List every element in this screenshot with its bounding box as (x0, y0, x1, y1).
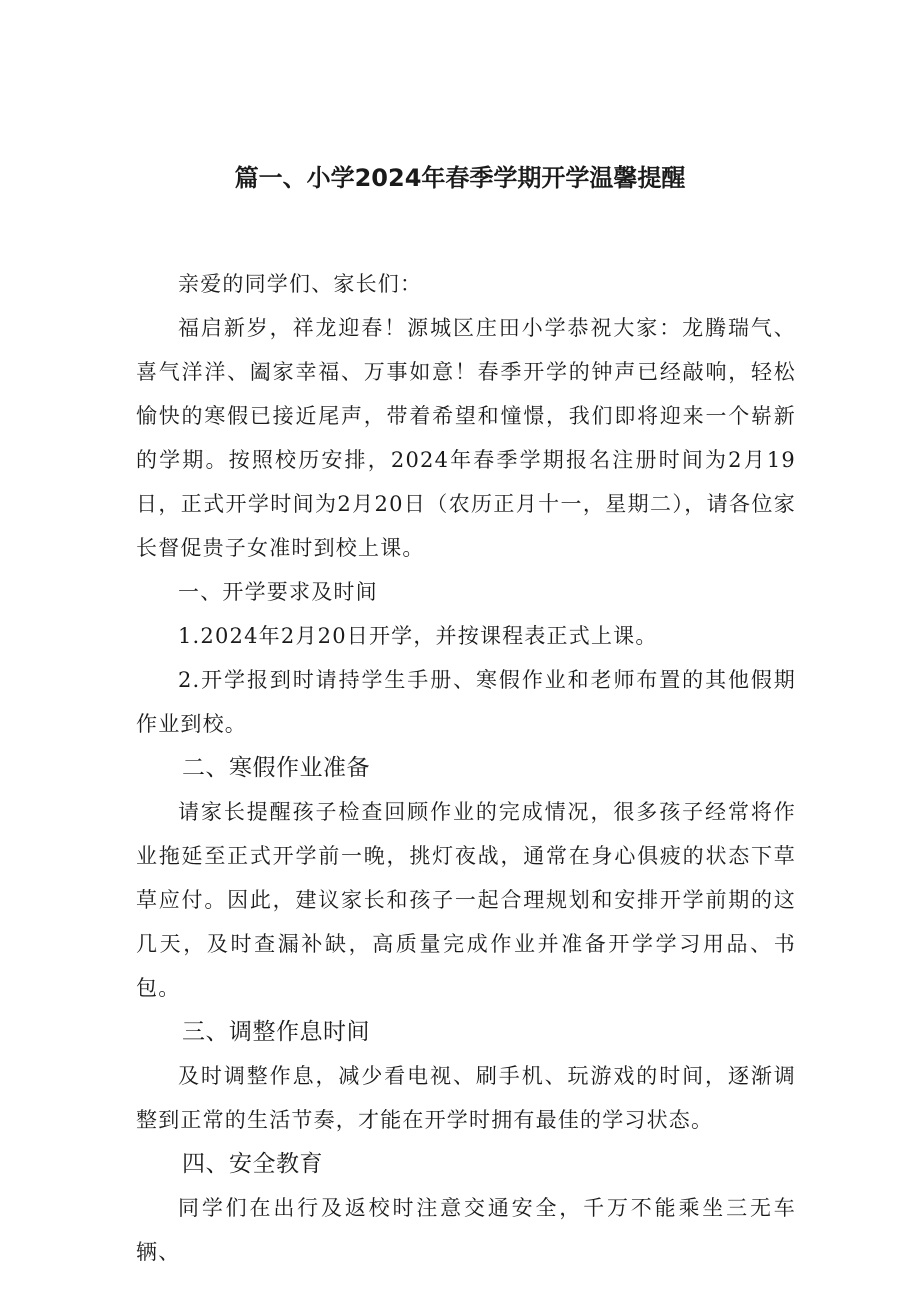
paragraph-intro: 福启新岁，祥龙迎春！源城区庄田小学恭祝大家：龙腾瑞气、喜气洋洋、阖家幸福、万事如意！春季开学的钟声已经敲响，轻松愉快的寒假已接近尾声，带着希望和憧憬，我们即将迎来一个崭新的学期。按照校历安排，2024年春季学期报名注册时间为2月19日，正式开学时间为2月20日（农历正月十一，星期二），请各位家长督促贵子女准时到校上课。 (136, 316, 796, 560)
section-1-item-1: 1.2024年2月20日开学，并按课程表正式上课。 (178, 624, 658, 648)
section-1-item-2: 2.开学报到时请持学生手册、寒假作业和老师布置的其他假期作业到校。 (136, 668, 796, 736)
document-body (136, 262, 796, 1274)
section-3-heading: 三、调整作息时间 (182, 1019, 370, 1045)
document-title: 篇一、小学2024年春季学期开学温馨提醒 (234, 164, 686, 192)
section-4-text: 同学们在出行及返校时注意交通安全，千万不能乘坐三无车辆、 (136, 1196, 796, 1264)
greeting: 亲爱的同学们、家长们： (178, 272, 423, 296)
section-2-heading: 二、寒假作业准备 (182, 755, 370, 781)
section-1-heading: 一、开学要求及时间 (178, 580, 378, 604)
section-2-text: 请家长提醒孩子检查回顾作业的完成情况，很多孩子经常将作业拖延至正式开学前一晚，挑灯夜战，通常在身心俱疲的状态下草草应付。因此，建议家长和孩子一起合理规划和安排开学前期的这几天，及时查漏补缺，高质量完成作业并准备开学学习用品、书包。 (136, 800, 796, 1000)
section-3-text: 及时调整作息，减少看电视、刷手机、玩游戏的时间，逐渐调整到正常的生活节奏，才能在开学时拥有最佳的学习状态。 (136, 1064, 796, 1132)
section-4-heading: 四、安全教育 (182, 1151, 323, 1177)
